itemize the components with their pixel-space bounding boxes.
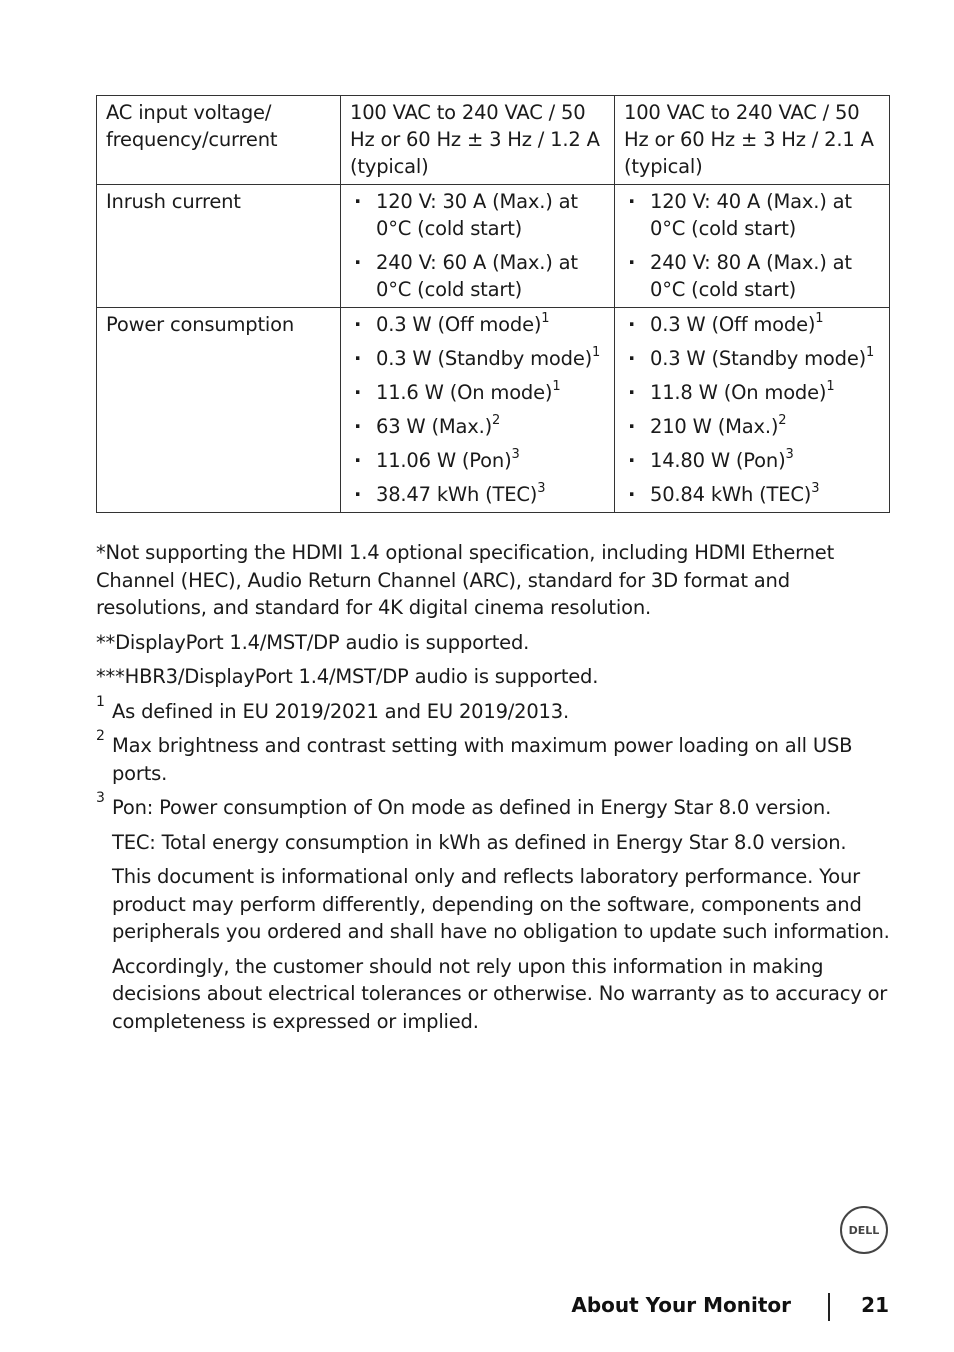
footnote-2 bbox=[96, 728, 896, 787]
footnote-ref: 2 bbox=[778, 413, 787, 428]
list-item: · 120 V: 40 A (Max.) at 0°C (cold start) bbox=[624, 188, 881, 242]
cell-power-model-1 bbox=[341, 308, 615, 513]
list-item: · 240 V: 60 A (Max.) at 0°C (cold start) bbox=[350, 249, 606, 303]
item-text: 11.06 W (Pon) bbox=[376, 449, 512, 472]
disclaimer-paragraph-2: Accordingly, the customer should not rely upon this information in making decisions about electrical tolerances or otherwise. No warranty as to accuracy or completeness is expressed or implied. bbox=[112, 954, 888, 1033]
list-item bbox=[350, 379, 606, 406]
footnote-marker: 2 bbox=[96, 728, 105, 744]
list-item: · 240 V: 80 A (Max.) at 0°C (cold start) bbox=[624, 249, 881, 303]
item-text: 50.84 kWh (TEC) bbox=[650, 483, 812, 506]
footnote-text: Pon: Power consumption of On mode as defined in Energy Star 8.0 version. bbox=[112, 796, 832, 819]
note-tec: TEC: Total energy consumption in kWh as defined in Energy Star 8.0 version. bbox=[112, 830, 847, 854]
footnote-1 bbox=[96, 693, 896, 726]
table-row bbox=[97, 185, 890, 308]
item-text: 63 W (Max.) bbox=[376, 415, 493, 438]
footnote-ref: 1 bbox=[826, 379, 835, 394]
note-displayport: **DisplayPort 1.4/MST/DP audio is supported. bbox=[96, 630, 530, 654]
item-text: 11.8 W (On mode) bbox=[650, 381, 827, 404]
footnote-marker: 3 bbox=[96, 790, 105, 806]
page-number: 21 bbox=[861, 1293, 889, 1317]
list-item bbox=[350, 481, 606, 508]
bullet-list bbox=[624, 311, 881, 508]
footnote-ref: 1 bbox=[541, 311, 550, 326]
item-text: 0.3 W (Standby mode) bbox=[376, 347, 593, 370]
item-text: 0.3 W (Standby mode) bbox=[650, 347, 867, 370]
row-label-inrush: Inrush current bbox=[97, 185, 341, 308]
item-text: 11.6 W (On mode) bbox=[376, 381, 553, 404]
list-item bbox=[350, 413, 606, 440]
list-item bbox=[624, 447, 881, 474]
item-text: 0.3 W (Off mode) bbox=[650, 313, 816, 336]
footer-divider bbox=[828, 1293, 830, 1321]
footnote-marker: 1 bbox=[96, 693, 105, 710]
footnote-ref: 3 bbox=[511, 447, 520, 462]
item-text: 0.3 W (Off mode) bbox=[376, 313, 542, 336]
logo-text: DELL bbox=[848, 1223, 880, 1237]
list-item bbox=[624, 311, 881, 338]
footnote-3 bbox=[96, 790, 896, 822]
list-item bbox=[350, 447, 606, 474]
note-hdmi: *Not supporting the HDMI 1.4 optional specification, including HDMI Ethernet Channel (HEC), Audio Return Channel (ARC), standard for 3D format and resolutions, and standard for 4K digital cinema resolution. bbox=[96, 541, 835, 619]
list-item bbox=[624, 379, 881, 406]
footnote-ref: 1 bbox=[552, 379, 561, 394]
item-text: 38.47 kWh (TEC) bbox=[376, 483, 538, 506]
footnote-ref: 1 bbox=[592, 345, 601, 360]
disclaimer-paragraph-1: This document is informational only and reflects laboratory performance. Your product may perform differently, depending on the software, components and peripherals you ordered and shall have no obligation to update such information. bbox=[112, 865, 890, 943]
list-item bbox=[350, 311, 606, 338]
footnote-ref: 3 bbox=[811, 481, 820, 496]
cell-power-model-2 bbox=[615, 308, 890, 513]
bullet-list bbox=[350, 188, 606, 303]
footnote-text: Max brightness and contrast setting with maximum power loading on all USB ports. bbox=[112, 734, 853, 785]
row-label-power-consumption: Power consumption bbox=[97, 308, 341, 513]
list-item: · 120 V: 30 A (Max.) at 0°C (cold start) bbox=[350, 188, 606, 242]
footnote-ref: 3 bbox=[537, 481, 546, 496]
row-label-ac-input: AC input voltage/ frequency/current bbox=[97, 96, 341, 185]
dell-logo bbox=[840, 1206, 888, 1254]
cell-ac-input-model-2: 100 VAC to 240 VAC / 50 Hz or 60 Hz ± 3 Hz / 2.1 A (typical) bbox=[615, 96, 890, 185]
power-spec-table bbox=[96, 95, 890, 513]
bullet-list bbox=[350, 311, 606, 508]
bullet-list bbox=[624, 188, 881, 303]
list-item bbox=[624, 413, 881, 440]
item-text: 210 W (Max.) bbox=[650, 415, 779, 438]
footnote-ref: 2 bbox=[492, 413, 501, 428]
cell-inrush-model-1 bbox=[341, 185, 615, 308]
notes-section bbox=[96, 539, 896, 1042]
item-text: 14.80 W (Pon) bbox=[650, 449, 786, 472]
footnote-ref: 3 bbox=[785, 447, 794, 462]
footnote-text: As defined in EU 2019/2021 and EU 2019/2013. bbox=[112, 699, 569, 723]
footnote-ref: 1 bbox=[866, 345, 875, 360]
footer-section-title: About Your Monitor bbox=[571, 1293, 791, 1317]
list-item bbox=[624, 345, 881, 372]
table-row bbox=[97, 308, 890, 513]
list-item bbox=[350, 345, 606, 372]
table-row bbox=[97, 96, 890, 185]
cell-inrush-model-2 bbox=[615, 185, 890, 308]
list-item bbox=[624, 481, 881, 508]
footnote-ref: 1 bbox=[815, 311, 824, 326]
note-hbr3: ***HBR3/DisplayPort 1.4/MST/DP audio is supported. bbox=[96, 665, 599, 688]
cell-ac-input-model-1: 100 VAC to 240 VAC / 50 Hz or 60 Hz ± 3 Hz / 1.2 A (typical) bbox=[341, 96, 615, 185]
